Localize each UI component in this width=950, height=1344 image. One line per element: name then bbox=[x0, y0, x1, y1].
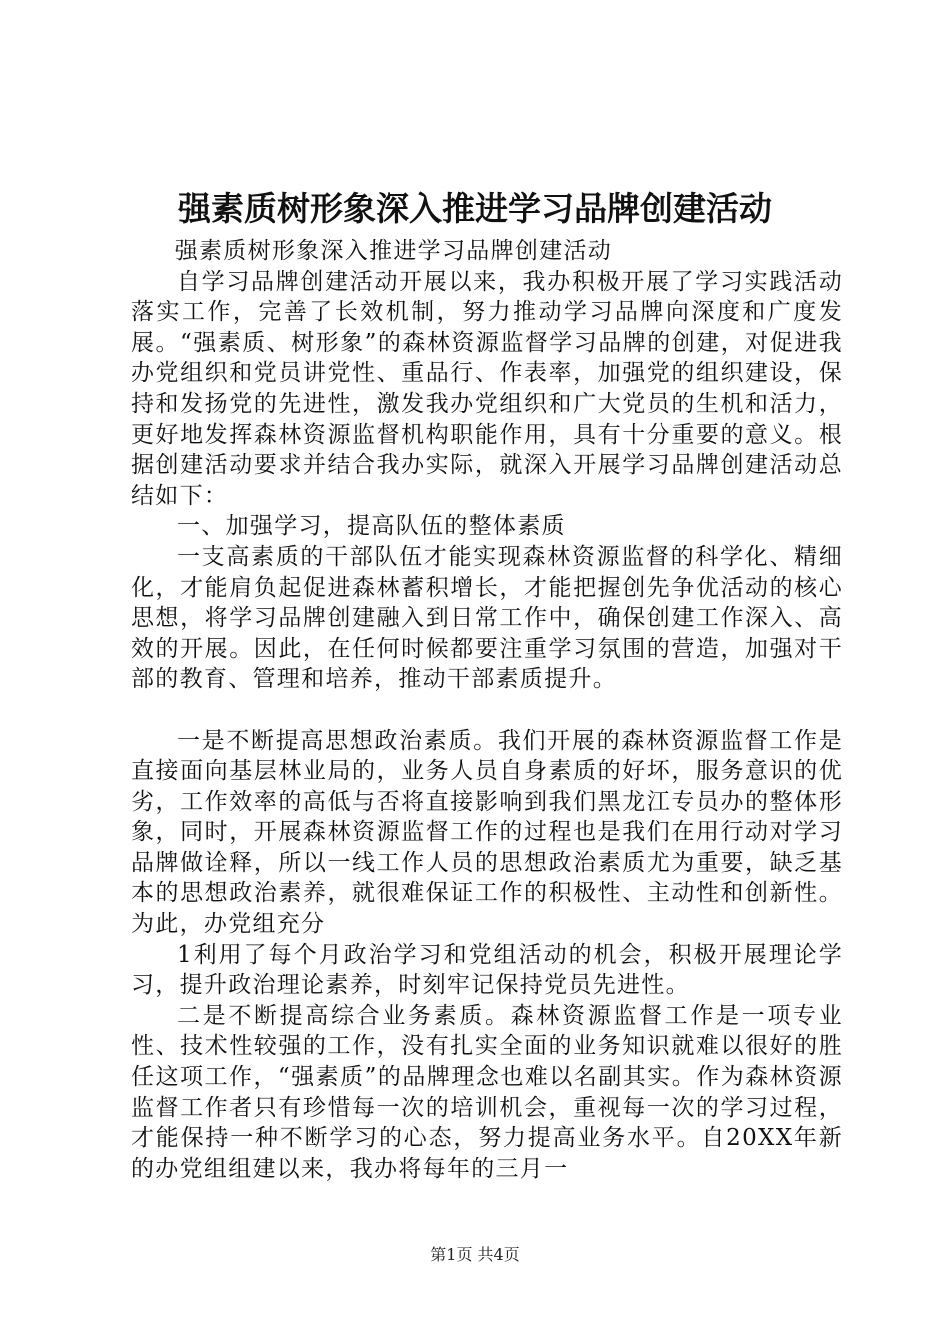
blank-line bbox=[131, 695, 843, 726]
paragraph-intro: 自学习品牌创建活动开展以来，我办积极开展了学习实践活动落实工作，完善了长效机制，努力推动学习品牌向深度和广度发展。“强素质、树形象”的森林资源监督学习品牌的创建，对促进我办党组织和党员讲党性、重品行、作表率，加强党的组织建设，保持和发扬党的先进性，激发我办党组织和广大党员的生机和活力，更好地发挥森林资源监督机构职能作用，具有十分重要的意义。根据创建活动要求并结合我办实际，就深入开展学习品牌创建活动总结如下： bbox=[131, 268, 843, 509]
document-title: 强素质树形象深入推进学习品牌创建活动 bbox=[178, 189, 772, 228]
paragraph-political-quality: 一是不断提高思想政治素质。我们开展的森林资源监督工作是直接面向基层林业局的，业务人员自身素质的好坏，服务意识的优劣，工作效率的高低与否将直接影响到我们黑龙江专员办的整体形象，同时，开展森林资源监督工作的过程也是我们在用行动对学习品牌做诠释，所以一线工作人员的思想政治素质尤为重要，缺乏基本的思想政治素养，就很难保证工作的积极性、主动性和创新性。为此，办党组充分 bbox=[131, 727, 843, 938]
paragraph-monthly-study: 1利用了每个月政治学习和党组活动的机会，积极开展理论学习，提升政治理论素养，时刻牢记保持党员先进性。 bbox=[131, 941, 843, 999]
document-body bbox=[131, 236, 843, 1184]
paragraph-section-1: 一支高素质的干部队伍才能实现森林资源监督的科学化、精细化，才能肩负起促进森林蓄积增长，才能把握创先争优活动的核心思想，将学习品牌创建融入到日常工作中，确保创建工作深入、高效的开展。因此，在任何时候都要注重学习氛围的营造，加强对干部的教育、管理和培养，推动干部素质提升。 bbox=[131, 543, 843, 693]
paragraph-business-quality: 二是不断提高综合业务素质。森林资源监督工作是一项专业性、技术性较强的工作，没有扎实全面的业务知识就难以很好的胜任这项工作，“强素质”的品牌理念也难以名副其实。作为森林资源监督工作者只有珍惜每一次的培训机会，重视每一次的学习过程，才能保持一种不断学习的心态，努力提高业务水平。自20XX年新的办党组组建以来，我办将每年的三月一 bbox=[131, 1002, 843, 1182]
section-heading-1: 一、加强学习，提高队伍的整体素质 bbox=[177, 513, 566, 540]
page-footer: 第1页 共4页 bbox=[430, 1245, 520, 1264]
document-subtitle: 强素质树形象深入推进学习品牌创建活动 bbox=[174, 238, 613, 264]
